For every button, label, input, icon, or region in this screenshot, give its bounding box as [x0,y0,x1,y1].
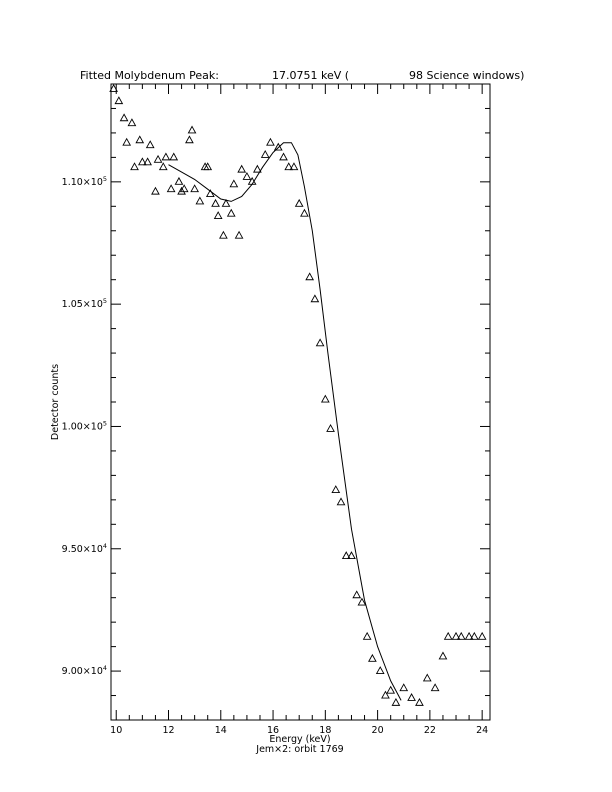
y-tick-label: $1.00\times 10^5$ [61,419,107,433]
data-point-triangle [317,339,324,346]
data-points [110,85,486,705]
data-point-triangle [479,633,486,640]
data-point-triangle [400,684,407,691]
data-point-triangle [296,200,303,207]
data-point-triangle [154,156,161,163]
data-point-triangle [424,674,431,681]
data-point-triangle [262,151,269,158]
x-tick-label: 20 [371,725,384,736]
x-tick-label: 22 [423,725,436,736]
data-point-triangle [136,136,143,143]
data-point-triangle [147,141,154,148]
y-tick-label: $1.05\times 10^5$ [61,297,107,311]
data-point-triangle [382,692,389,699]
data-point-triangle [445,633,452,640]
axis-ticks [111,84,490,720]
data-point-triangle [128,119,135,126]
data-point-triangle [364,633,371,640]
data-point-triangle [175,178,182,185]
data-point-triangle [267,139,274,146]
data-point-triangle [337,498,344,505]
data-point-triangle [228,210,235,217]
data-point-triangle [377,667,384,674]
fit-curve [169,143,402,701]
data-point-triangle [369,655,376,662]
data-point-triangle [432,684,439,691]
x-tick-label: 16 [267,725,280,736]
chart-title-name: Fitted Molybdenum Peak: [80,69,219,82]
data-point-triangle [235,232,242,239]
x-tick-label: 18 [319,725,332,736]
x-axis-label: Energy (keV) [269,734,331,745]
data-point-triangle [215,212,222,219]
chart-title-energy: 17.0751 keV ( [272,69,350,82]
data-point-triangle [416,699,423,706]
data-point-triangle [212,200,219,207]
data-point-triangle [353,591,360,598]
data-point-triangle [120,114,127,121]
data-point-triangle [168,185,175,192]
y-tick-label: $9.50\times 10^4$ [61,541,107,555]
chart-subtitle: Jem×2: orbit 1769 [256,744,344,755]
data-point-triangle [170,153,177,160]
data-point-triangle [387,687,394,694]
data-point-triangle [439,652,446,659]
x-tick-label: 14 [214,725,227,736]
data-point-triangle [322,396,329,403]
data-point-triangle [332,486,339,493]
data-point-triangle [123,139,130,146]
x-tick-label: 12 [162,725,175,736]
plot-frame [111,84,490,720]
data-point-triangle [220,232,227,239]
data-point-triangle [186,136,193,143]
data-point-triangle [162,153,169,160]
data-point-triangle [160,163,167,170]
data-point-triangle [392,699,399,706]
data-point-triangle [280,153,287,160]
x-tick-label: 10 [110,725,123,736]
data-point-triangle [408,694,415,701]
y-tick-label: $1.10\times 10^5$ [61,174,107,188]
y-axis-label: Detector counts [50,363,61,441]
data-point-triangle [115,97,122,104]
data-point-triangle [230,180,237,187]
data-point-triangle [243,173,250,180]
data-point-triangle [191,185,198,192]
y-tick-labels [62,175,107,677]
data-point-triangle [196,197,203,204]
data-point-triangle [152,188,159,195]
data-point-triangle [311,295,318,302]
data-point-triangle [238,166,245,173]
data-point-triangle [131,163,138,170]
data-point-triangle [301,210,308,217]
data-point-triangle [306,273,313,280]
data-point-triangle [327,425,334,432]
x-tick-label: 24 [476,725,489,736]
y-tick-label: $9.00\times 10^4$ [61,664,107,678]
data-point-triangle [188,126,195,133]
data-point-triangle [178,188,185,195]
chart-title-windows: 98 Science windows) [409,69,525,82]
